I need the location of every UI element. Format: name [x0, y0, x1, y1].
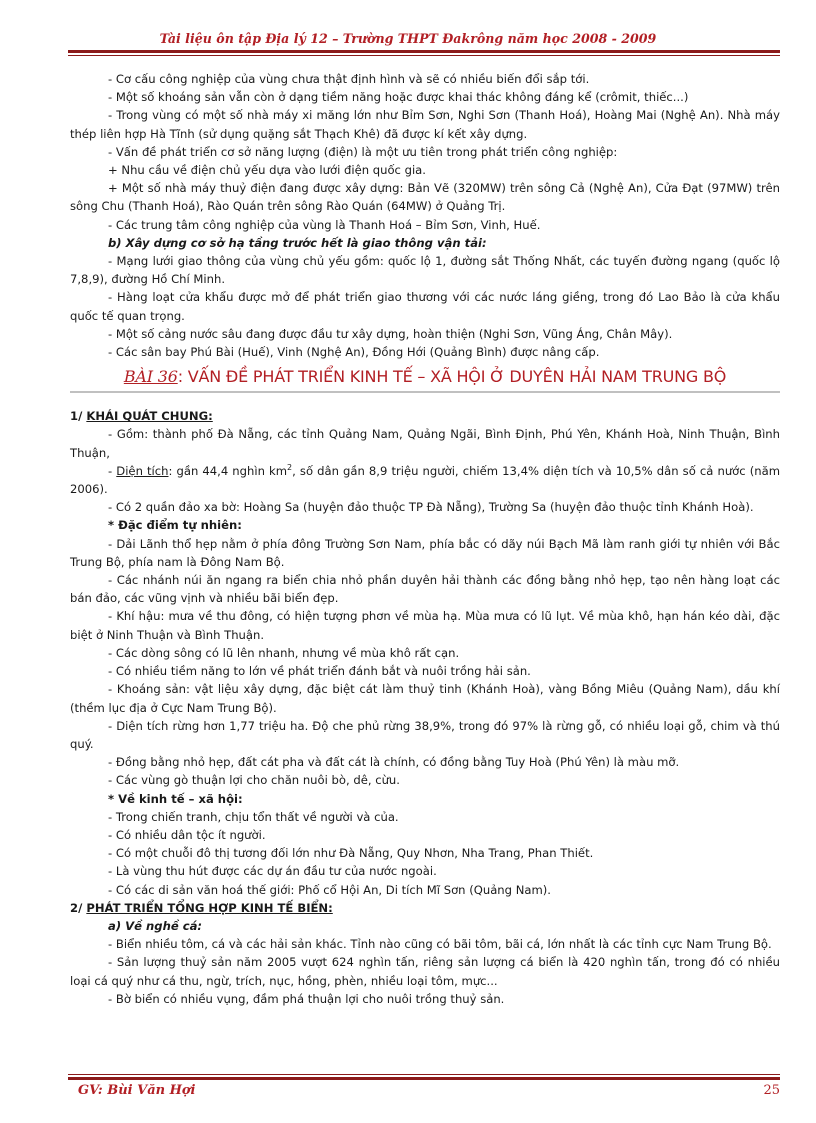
section-2-number: 2/: [70, 900, 87, 915]
section-2-title: PHÁT TRIỂN TỔNG HỢP KINH TẾ BIỂN:: [86, 900, 333, 915]
paragraph: - Trong chiến tranh, chịu tổn thất về người và của.: [108, 809, 399, 824]
paragraph: - Diện tích rừng hơn 1,77 triệu ha. Độ che phủ rừng 38,9%, trong đó 97% là rừng gỗ, có nhiều loại gỗ, chim và thú quý.: [70, 718, 780, 751]
section-1-number: 1/: [70, 409, 87, 424]
paragraph: - Có 2 quần đảo xa bờ: Hoàng Sa (huyện đảo thuộc TP Đà Nẵng), Trường Sa (huyện đảo thuộc tỉnh Khánh Hoà).: [108, 500, 754, 515]
lesson-title-text: : VẤN ĐỀ PHÁT TRIỂN KINH TẾ – XÃ HỘI Ở DUYÊN HẢI NAM TRUNG BỘ: [177, 367, 727, 387]
paragraph: - Sản lượng thuỷ sản năm 2005 vượt 624 nghìn tấn, riêng sản lượng cá biển là 420 nghìn tấn, trong đó có nhiều loại cá quý như cá thu, ngừ, trích, nục, hồng, phèn, nhiều loại tôm, mực...: [70, 955, 780, 988]
paragraph: - Là vùng thu hút được các dự án đầu tư của nước ngoài.: [108, 864, 437, 879]
paragraph: - Vấn đề phát triển cơ sở năng lượng (điện) là một ưu tiên trong phát triển công nghiệp:: [108, 144, 618, 159]
paragraph: - Có nhiều dân tộc ít người.: [108, 827, 266, 842]
section-1-heading: [70, 407, 780, 425]
spacer: [70, 397, 780, 407]
subheading-a: a) Về nghề cá:: [108, 918, 203, 933]
header-rule-thin: [68, 55, 780, 56]
area-prefix: -: [108, 463, 117, 478]
paragraph: - Có nhiều tiềm năng to lớn về phát triển đánh bắt và nuôi trồng hải sản.: [108, 664, 531, 679]
footer-rule-thin: [68, 1074, 780, 1075]
footer-rule-thick: [68, 1077, 780, 1080]
paragraph: - Các sân bay Phú Bài (Huế), Vinh (Nghệ An), Đồng Hới (Quảng Bình) được nâng cấp.: [108, 345, 600, 360]
footer-teacher: GV: Bùi Văn Hợi: [78, 1083, 196, 1098]
paragraph: - Khí hậu: mưa về thu đông, có hiện tượng phơn về mùa hạ. Mùa mưa có lũ lụt. Về mùa khô, hạn hán kéo dài, đặc biệt ở Ninh Thuận và Bình Thuận.: [70, 609, 780, 642]
area-text: : gần 44,4 nghìn km: [168, 463, 288, 478]
paragraph: - Một số cảng nước sâu đang được đầu tư xây dựng, hoàn thiện (Nghi Sơn, Vũng Áng, Chân Mây).: [108, 326, 673, 341]
document-body: [70, 70, 780, 1008]
paragraph: - Gồm: thành phố Đà Nẵng, các tỉnh Quảng Nam, Quảng Ngãi, Bình Định, Phú Yên, Khánh Hoà, Ninh Thuận, Bình Thuận,: [70, 427, 780, 460]
paragraph: - Các trung tâm công nghiệp của vùng là Thanh Hoá – Bỉm Sơn, Vinh, Huế.: [108, 217, 541, 232]
area-superscript: 2: [287, 463, 293, 472]
paragraph: - Có một chuỗi đô thị tương đối lớn như Đà Nẵng, Quy Nhơn, Nha Trang, Phan Thiết.: [108, 846, 594, 861]
paragraph: - Có các di sản văn hoá thế giới: Phố cổ Hội An, Di tích Mĩ Sơn (Quảng Nam).: [108, 882, 551, 897]
area-paragraph: [70, 462, 780, 498]
page-header: Tài liệu ôn tập Địa lý 12 – Trường THPT Đakrông năm học 2008 - 2009: [159, 31, 657, 46]
paragraph: - Các dòng sông có lũ lên nhanh, nhưng về mùa khô rất cạn.: [108, 645, 460, 660]
page-number: 25: [763, 1083, 780, 1098]
paragraph: - Khoáng sản: vật liệu xây dựng, đặc biệt cát làm thuỷ tinh (Khánh Hoà), vàng Bồng Miêu (Quảng Nam), dầu khí (thềm lục địa ở Cực Nam Trung Bộ).: [70, 682, 780, 715]
paragraph: + Nhu cầu về điện chủ yếu dựa vào lưới điện quốc gia.: [108, 163, 426, 178]
paragraph: - Biển nhiều tôm, cá và các hải sản khác. Tỉnh nào cũng có bãi tôm, bãi cá, lớn nhất là các tỉnh cực Nam Trung Bộ.: [108, 937, 772, 952]
subheading-b: b) Xây dựng cơ sở hạ tầng trước hết là giao thông vận tải:: [108, 235, 487, 250]
lesson-number: BÀI 36: [123, 367, 178, 387]
paragraph: - Các nhánh núi ăn ngang ra biển chia nhỏ phần duyên hải thành các đồng bằng nhỏ hẹp, tạo nên hàng loạt các bán đảo, các vũng vịnh và nhiều bãi biển đẹp.: [70, 573, 780, 606]
paragraph: - Các vùng gò thuận lợi cho chăn nuôi bò, dê, cừu.: [108, 773, 400, 788]
paragraph: + Một số nhà máy thuỷ điện đang được xây dựng: Bản Vẽ (320MW) trên sông Cả (Nghệ An), Cửa Đạt (97MW) trên sông Chu (Thanh Hoá), Rào Quán trên sông Rào Quán (64MW) ở Quảng Trị.: [70, 181, 780, 214]
section-2-heading: [70, 899, 780, 917]
header-rule-thick: [68, 50, 780, 53]
natural-heading: * Đặc điểm tự nhiên:: [108, 518, 242, 533]
section-1-title: KHÁI QUÁT CHUNG:: [86, 409, 213, 424]
paragraph: - Bờ biển có nhiều vụng, đầm phá thuận lợi cho nuôi trồng thuỷ sản.: [108, 991, 505, 1006]
paragraph: - Dải Lãnh thổ hẹp nằm ở phía đông Trường Sơn Nam, phía bắc có dãy núi Bạch Mã làm ranh giới tự nhiên với Bắc Trung Bộ, phía nam là Đông Nam Bộ.: [70, 536, 780, 569]
paragraph: - Mạng lưới giao thông của vùng chủ yếu gồm: quốc lộ 1, đường sắt Thống Nhất, các tuyến đường ngang (quốc lộ 7,8,9), đường Hồ Chí Minh.: [70, 254, 780, 287]
area-label: Diện tích: [116, 463, 169, 478]
area-text-cont: , số dân gần 8,9 triệu người, chiếm 13,4% diện tích và 10,5% dân số cả nước (năm 2006).: [70, 463, 781, 497]
paragraph: - Hàng loạt cửa khẩu được mở để phát triển giao thương với các nước láng giềng, trong đó Lao Bảo là cửa khẩu quốc tế quan trọng.: [70, 290, 780, 323]
paragraph: - Cơ cấu công nghiệp của vùng chưa thật định hình và sẽ có nhiều biến đổi sắp tới.: [108, 72, 590, 86]
paragraph: - Đồng bằng nhỏ hẹp, đất cát pha và đất cát là chính, có đồng bằng Tuy Hoà (Phú Yên) là màu mỡ.: [108, 755, 680, 770]
lesson-title: [70, 365, 780, 393]
social-heading: * Về kinh tế – xã hội:: [108, 791, 243, 806]
paragraph: - Trong vùng có một số nhà máy xi măng lớn như Bỉm Sơn, Nghi Sơn (Thanh Hoá), Hoàng Mai (Nghệ An). Nhà máy thép liên hợp Hà Tĩnh (sử dụng quặng sắt Thạch Khê) đã được kí kết xây dựng.: [70, 108, 780, 141]
paragraph: - Một số khoáng sản vẫn còn ở dạng tiềm năng hoặc được khai thác không đáng kể (crômit, thiếc...): [108, 90, 689, 105]
